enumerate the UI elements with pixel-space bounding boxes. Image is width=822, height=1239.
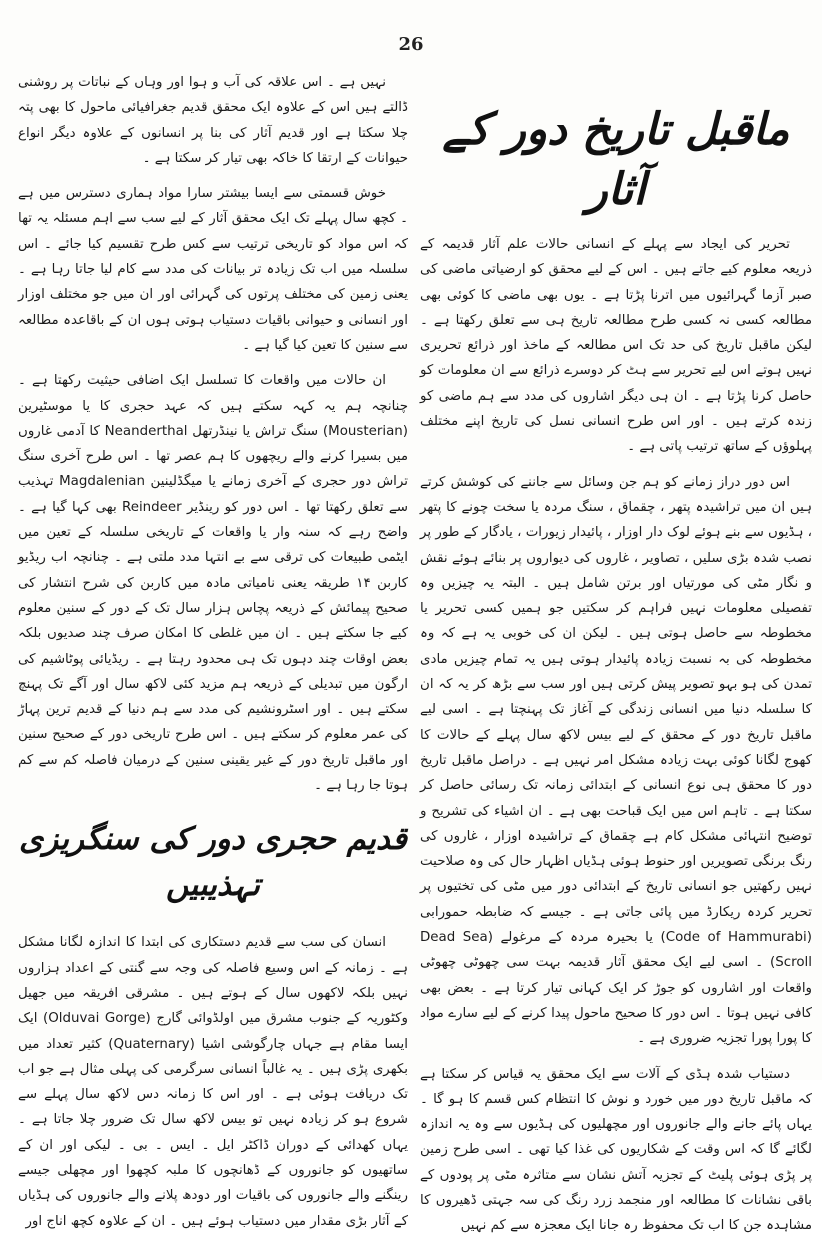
left-paragraph-4: انسان کی سب سے قدیم دستکاری کی ابتدا کا اندازہ لگانا مشکل ہے ۔ زمانہ کے اس وسیع فاصلہ کی وجہ سے گنتی کے اعداد ہزاروں نہیں بلکہ لاکھوں سال کے ہوتے ہیں ۔ مشرقی افریقہ میں جھیل وکٹوریہ کے جنوب مشرق میں اولڈوائی گارج (Olduvai Gorge) ایک ایسا مقام ہے جہاں چارگوشی اشیا (Quaternary) کثیر تعداد میں بکھری پڑی ہیں ۔ یہ غالباً انسانی سرگرمی کی پہلی مثال ہے جو اب تک دریافت ہوئی ہے ۔ اور اس کا زمانہ دس لاکھ سال پہلے سے شروع ہو کر زیادہ نہیں تو بیس لاکھ سال تک ضرور چلا جاتا ہے ۔ یہاں کھدائی کے دوران ڈاکٹر ایل ۔ ایس ۔ بی ۔ لیکی اور ان کے ساتھیوں کو جانوروں کے ڈھانچوں کا ملبہ کچھوا اور مچھلی جیسے رینگنے والے جانوروں کی باقیات اور دودھ پلانے والے جانوروں کی ہڈیاں کے آثار بڑی مقدار میں دستیاب ہوئے ہیں ۔ ان کے علاوہ کچھ اناج اور bbox=[18, 935, 408, 1229]
left-paragraph-1: نہیں ہے ۔ اس علاقہ کی آب و ہوا اور وہاں کے نباتات پر روشنی ڈالتے ہیں اس کے علاوہ ایک محقق قدیم جغرافیائی ماحول کا بھی پتہ چلا سکتا ہے اور قدیم آثار کی بنا پر انسانوں کے علاوہ دیگر انواع حیوانات کے ارتقا کا خاکہ بھی تیار کر سکتا ہے ۔ bbox=[18, 75, 408, 166]
left-paragraph-2: خوش قسمتی سے ایسا بیشتر سارا مواد ہماری دسترس میں ہے ۔ کچھ سال پہلے تک ایک محقق آثار کے لیے سب سے اہم مسئلہ یہ تھا کہ اس مواد کو تاریخی ترتیب سے کس طرح تقسیم کیا جائے ۔ اس سلسلہ میں اب تک زیادہ تر بیانات کی مدد سے کام لیا جاتا رہا ہے ۔ یعنی زمین کی مختلف پرتوں کی گہرائی اور ان میں جو مختلف اوزار اور انسانی و حیوانی باقیات دستیاب ہوتی ہوں ان کے باقاعدہ مطالعہ سے سنین کا تعین کیا گیا ہے ۔ bbox=[18, 186, 408, 353]
left-column bbox=[18, 70, 409, 1229]
section-title: قدیم حجری دور کی سنگریزی تہذیبیں bbox=[19, 821, 407, 904]
main-title: ماقبل تاریخ دور کے آثار bbox=[442, 104, 790, 215]
right-paragraph-1: تحریر کی ایجاد سے پہلے کے انسانی حالات علم آثار قدیمہ کے ذریعہ معلوم کیے جاتے ہیں ۔ اس کے لیے محقق کو ارضیاتی ماضی کی صبر آزما گہرائیوں میں اترنا پڑتا ہے ۔ یوں بھی ماضی کا کوئی بھی مطالعہ کسی نہ کسی طرح مطالعہ تاریخ ہی سے تعلق رکھتا ہے ۔ لیکن ماقبل تاریخ کی حد تک اس مطالعہ کے ماخذ اور ذرائع تحریری نہیں ہوتے اس لیے تحریر سے ہٹ کر دوسرے ذرائع سے ان معلومات کو حاصل کرنا پڑتا ہے ۔ ان ہی دیگر اشاروں کی مدد سے ہم ماضی کو زندہ کرتے ہیں ۔ اور اس طرح انسانی نسل کی تاریخ اپنے مختلف پہلوؤں کے ساتھ ترتیب پاتی ہے ۔ bbox=[420, 237, 812, 455]
right-paragraph-3: دستیاب شدہ ہڈی کے آلات سے ایک محقق یہ قیاس کر سکتا ہے کہ ماقبل تاریخ دور میں خورد و نوش کا انتظام کس قسم کا ہو گا ۔ یہاں پائے جانے والے جانوروں اور مچھلیوں کی ہڈیوں سے وہ یہ اندازہ لگائے گا کہ اس وقت کے شکاریوں کی غذا کیا تھی ۔ اسی طرح زمین پر پڑی ہوئی پلیٹ کے تجزیہ آتش نشان سے متاثرہ مٹی پر پودوں کے باقی نشانات کا مطالعہ اور منجمد زرد رنگ کی سہ جہتی ڈھیروں کا مشاہدہ جن کا اب تک محفوظ رہ جانا ایک معجزہ سے کم نہیں bbox=[420, 1066, 812, 1234]
page-number: 26 bbox=[398, 34, 424, 55]
left-paragraph-3: ان حالات میں واقعات کا تسلسل ایک اضافی حیثیت رکھتا ہے ۔ چنانچہ ہم یہ کہہ سکتے ہیں کہ عہد حجری کا یا موسٹیرین (Mousterian) سنگ تراش یا نینڈرتھل Neanderthal کا آدمی غاروں میں بسیرا کرنے والے ریچھوں کا ہم عصر تھا ۔ اس طرح آخری سنگ تراش دور حجری کے آخری زمانے یا میگڈلینین Magdalenian تہذیب سے تعلق رکھتا تھا ۔ اس دور کو رینڈیر Reindeer بھی کہا گیا ہے ۔ واضح رہے کہ سنہ وار یا واقعات کے تاریخی سلسلہ کے تعین میں ایٹمی طبیعات کی ترقی سے بے انتہا مدد ملتی ہے ۔ چنانچہ اب ریڈیو کاربن ۱۴ طریقہ یعنی نامیاتی مادہ میں کاربن کی شرح انتشار کی صحیح پیمائش کے ذریعہ پچاس ہزار سال تک کے دور کے سنین معلوم کیے جا سکتے ہیں ۔ ان میں غلطی کا امکان صرف چند صدیوں بلکہ بعض اوقات چند دہوں تک ہی محدود رہتا ہے ۔ ریڈیائی پوٹاشیم کی ارگون میں تبدیلی کے ذریعہ ہم مزید کئی لاکھ سال اور آگے تک پہنچ سکتے ہیں ۔ اور اسٹرونشیم کی مدد سے ہم دنیا کے قدیم ترین پہاڑ کی عمر معلوم کر سکتے ہیں ۔ اس طرح تاریخی دور کے صحیح سنین اور ماقبل تاریخ دور کے غیر یقینی سنین کے درمیان فاصلہ کم سے کم ہوتا جا رہا ہے ۔ bbox=[18, 373, 409, 794]
right-paragraph-2: اس دور دراز زمانے کو ہم جن وسائل سے جاننے کی کوشش کرتے ہیں ان میں تراشیدہ پتھر ، چقماق ، سنگ مردہ یا سخت چونے کا پتھر ، ہڈیوں سے بنے ہوئے لوک دار اوزار ، پائیدار زیورات ، یادگار کے طور پر نصب شدہ بڑی سلیں ، تصاویر ، غاروں کی دیواروں پر بنائے ہوئے نقش و نگار مٹی کی مورتیاں اور برتن شامل ہیں ۔ البتہ یہ چیزیں وہ تفصیلی معلومات نہیں فراہم کر سکتیں جو ہمیں کسی تحریر یا مخطوطہ سے حاصل ہوتی ہیں ۔ لیکن ان کی خوبی یہ ہے کہ وہ مخطوطہ کی بہ نسبت زیادہ پائیدار ہوتی ہیں یہ تمام چیزیں مادی تمدن کی ہو بہو تصویر پیش کرتی ہیں اور سب سے بڑھ کر یہ کہ ان کا سلسلہ دنیا میں انسانی زندگی کے آغاز تک پہنچتا ہے ۔ اسی لیے ماقبل تاریخ دور کے محقق کے لیے بیس لاکھ سال پہلے کے حالات کا کھوج لگانا کوئی بہت زیادہ مشکل امر نہیں ہے ۔ دراصل ماقبل تاریخ دور کا محقق ہی نوع انسانی کے ابتدائی زمانہ تک رسائی حاصل کر سکتا ہے ۔ تاہم اس میں ایک قباحت بھی ہے ۔ ان اشیاء کی تشریح و توضیح انتہائی مشکل کام ہے چقماق کے تراشیدہ اوزار ، غاروں کی رنگ برنگی تصویریں اور حنوط ہوئی ہڈیاں اظہار حال کی وہ صلاحیت نہیں رکھتیں جو انسانی تاریخ کے ابتدائی دور میں مٹی کی تختیوں پر تحریر کردہ ریکارڈ میں پائی جاتی ہے ۔ جیسے کہ ضابطہ حمورابی (Code of Hammurabi) یا بحیرہ مردہ کے مرغولے (Dead Sea Scroll) ۔ اسی لیے ایک محقق آثار قدیمہ بہت سی چھوٹی چھوٹی واقعات اور اشاروں کو جوڑ کر ایک کہانی تیار کرتا ہے ۔ بعض بھی کافی نہیں ہوتا ۔ اس دور کا صحیح ماحول پیدا کرنے کے لیے سارے مواد کا پورا پورا تجزیہ ضروری ہے ۔ bbox=[420, 474, 812, 1047]
right-column bbox=[420, 70, 812, 1234]
